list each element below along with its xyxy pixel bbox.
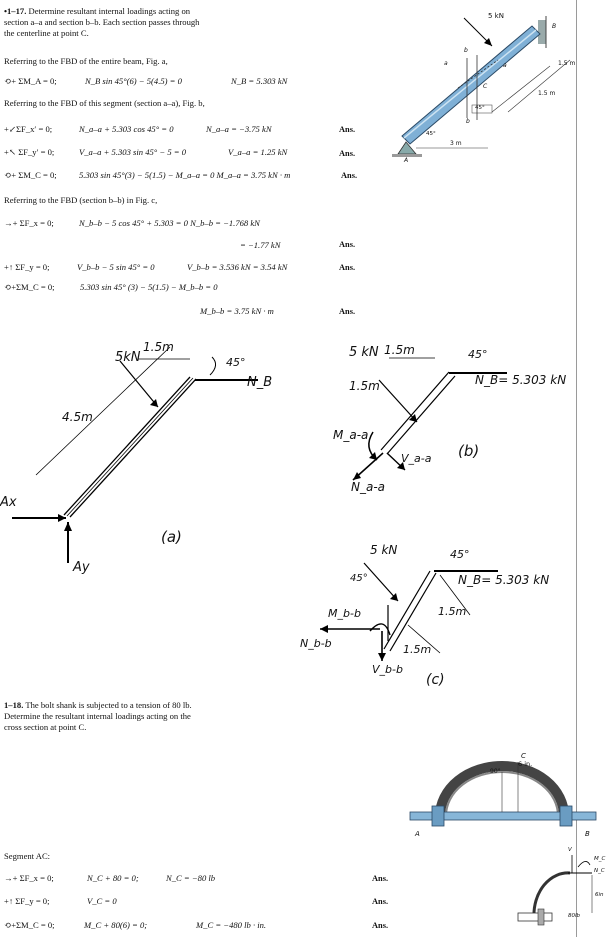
figure-label: (c) — [426, 672, 445, 688]
load-label: 5 kN — [488, 12, 504, 20]
bolt-figure — [410, 752, 600, 840]
answer-mark: Ans. — [341, 171, 358, 180]
dim-label: 3 m — [450, 140, 462, 147]
angle-label: 45° — [475, 105, 485, 111]
answer-mark: Ans. — [372, 874, 389, 883]
point-a-label: A — [404, 157, 409, 164]
dim-label: 4.5m — [62, 410, 93, 424]
equation: V_b–b − 5 sin 45° = 0 — [77, 262, 155, 272]
section2-intro: Referring to the FBD of this segment (section a–a), Fig. b, — [4, 98, 205, 108]
angle-label: 45° — [468, 348, 488, 361]
equation: M_C + 80(6) = 0; — [84, 920, 148, 930]
angle-label: 45° — [450, 548, 470, 561]
equation-result: M_C = −480 lb · in. — [196, 920, 267, 930]
eq-label: +↙ΣF_x′ = 0; — [4, 124, 53, 134]
equation-result: = −1.77 kN — [240, 240, 281, 250]
eq-label: +↑ ΣF_y = 0; — [4, 262, 50, 272]
section3-intro: Referring to the FBD (section b–b) in Fig. c, — [4, 195, 158, 205]
point-c-label: C — [483, 83, 488, 90]
normal-label: N_a-a — [351, 480, 386, 494]
fbd-figure-c — [300, 535, 575, 695]
dim-label: 1.5 m — [538, 90, 556, 97]
equation: N_a–a + 5.303 cos 45° = 0 — [79, 124, 174, 134]
small-fbd-drawing — [508, 847, 608, 933]
load-label: 5 kN — [349, 345, 379, 360]
equation: 5.303 sin 45°(3) − 5(1.5) − M_a–a = 0 M_a–a = 3.75 kN · m — [79, 170, 291, 180]
eq-label: ⟲+ΣM_C = 0; — [4, 282, 55, 292]
equation: N_C + 80 = 0; — [87, 873, 139, 883]
dim-label: 1.5m — [349, 379, 380, 393]
problem-117-heading-line3: the centerline at point C. — [4, 28, 89, 38]
point-b-label: B — [552, 23, 557, 30]
equation-result: N_B = 5.303 kN — [231, 76, 288, 86]
angle-label: 45° — [350, 573, 368, 584]
eq-label: +↖ ΣF_y′ = 0; — [4, 147, 55, 157]
beam-figure — [380, 0, 576, 180]
section1-intro: Referring to the FBD of the entire beam, Fig. a, — [4, 56, 168, 66]
dim-label: 1.5m — [384, 343, 415, 357]
small-fbd-figure — [508, 847, 608, 933]
problem-118-heading: 1–18. The bolt shank is subjected to a tension of 80 lb. — [4, 700, 192, 710]
angle-label: 90° — [490, 768, 501, 775]
fbd-figure-b — [325, 340, 575, 500]
nb-label: N_B — [247, 375, 273, 390]
figure-label: (b) — [458, 442, 480, 460]
fbd-figure-a — [0, 335, 330, 585]
eq-label: ⟲+ΣM_C = 0; — [4, 920, 55, 930]
angle-label: 45° — [226, 356, 246, 369]
shear-label: V_a-a — [401, 452, 432, 465]
answer-mark: Ans. — [339, 307, 356, 316]
dim-label: 1.5m — [143, 340, 174, 354]
problem-117-heading-line2: section a–a and section b–b. Each section passes through — [4, 17, 200, 27]
eq-label: ⟲+ ΣM_C = 0; — [4, 170, 57, 180]
answer-mark: Ans. — [372, 921, 389, 930]
eq-label: +↑ ΣF_y = 0; — [4, 896, 50, 906]
ay-label: Ay — [73, 560, 90, 575]
ax-label: Ax — [0, 495, 17, 510]
equation-result: V_b–b = 3.536 kN = 3.54 kN — [187, 262, 288, 272]
eq-label: ⟲+ ΣM_A = 0; — [4, 76, 57, 86]
answer-mark: Ans. — [372, 897, 389, 906]
problem-118-heading-line2: Determine the resultant internal loadings acting on the — [4, 711, 191, 721]
eq-label: →+ ΣF_x = 0; — [4, 873, 54, 883]
equation: N_B sin 45°(6) − 5(4.5) = 0 — [85, 76, 182, 86]
bolt-drawing — [410, 760, 600, 840]
dim-label: 1.5m — [403, 643, 432, 656]
load-label: 80lb — [568, 913, 581, 919]
section-a-label: a — [444, 60, 448, 67]
equation-result: N_a–a = −3.75 kN — [206, 124, 272, 134]
section-a-label: a — [503, 62, 507, 69]
moment-label: M_a-a — [333, 428, 369, 442]
equation: V_a–a + 5.303 sin 45° − 5 = 0 — [79, 147, 187, 157]
equation-result: N_C = −80 lb — [166, 873, 216, 883]
equation: 5.303 sin 45° (3) − 5(1.5) − M_b–b = 0 — [80, 282, 218, 292]
problem-117-heading: •1–17. Determine resultant internal loadings acting on — [4, 6, 191, 16]
answer-mark: Ans. — [339, 263, 356, 272]
point-c-label: C — [521, 752, 526, 760]
load-label: 5 kN — [370, 543, 398, 557]
dim-label: 1.5m — [438, 605, 467, 618]
section-b-label: b — [464, 47, 468, 54]
shear-label: V — [568, 847, 572, 853]
load-label: 5kN — [115, 350, 141, 365]
dim-label: 6in — [595, 892, 604, 898]
section-b-label: b — [466, 118, 470, 125]
moment-label: M_C — [594, 856, 606, 862]
dim-label: 6 in. — [518, 760, 533, 768]
nb-label: N_B= 5.303 kN — [458, 573, 550, 587]
answer-mark: Ans. — [339, 149, 356, 158]
point-b-label: B — [585, 830, 590, 838]
figure-label: (a) — [161, 528, 182, 546]
normal-label: N_b-b — [300, 637, 332, 650]
equation-result: M_b–b = 3.75 kN · m — [200, 306, 274, 316]
fbd-b-drawing — [325, 340, 575, 500]
point-a-label: A — [415, 830, 420, 838]
answer-mark: Ans. — [339, 125, 356, 134]
equation: N_b–b − 5 cos 45° + 5.303 = 0 N_b–b = −1.768 kN — [79, 218, 260, 228]
dim-label: 1.5 m — [558, 60, 576, 67]
moment-label: M_b-b — [328, 607, 361, 620]
equation-result: V_a–a = 1.25 kN — [228, 147, 288, 157]
fbd-a-drawing — [0, 335, 330, 585]
normal-label: N_C — [594, 868, 605, 874]
nb-label: N_B= 5.303 kN — [475, 373, 567, 387]
equation: V_C = 0 — [87, 896, 117, 906]
answer-mark: Ans. — [339, 240, 356, 249]
eq-label: →+ ΣF_x = 0; — [4, 218, 54, 228]
segment-label: Segment AC: — [4, 851, 51, 861]
shear-label: V_b-b — [372, 663, 403, 676]
angle-label: 45° — [426, 131, 436, 137]
problem-118-heading-line3: cross section at point C. — [4, 722, 87, 732]
